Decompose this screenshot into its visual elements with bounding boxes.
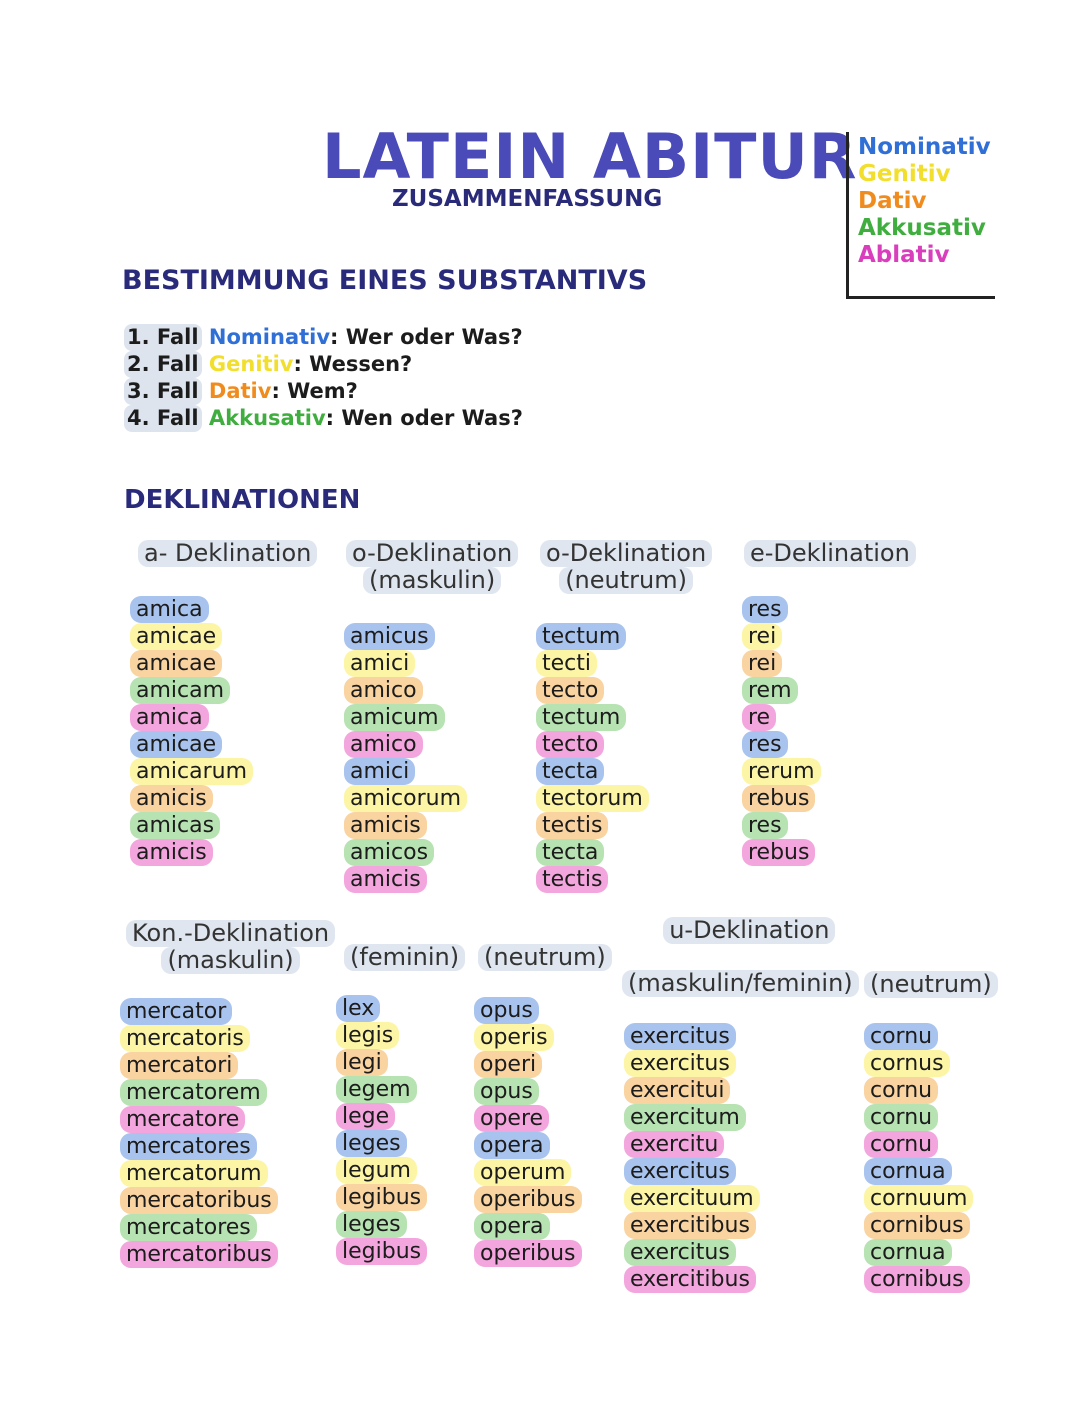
declension-form: amicis	[344, 866, 427, 893]
declension-forms-column	[336, 995, 427, 1265]
declension-form: amicos	[344, 839, 434, 866]
section-heading-deklinationen: DEKLINATIONEN	[124, 485, 361, 515]
case-number: 3. Fall	[124, 378, 202, 405]
declension-form: lex	[336, 995, 380, 1022]
declension-form: tectis	[536, 812, 608, 839]
declension-header-highlight: o-Deklination	[346, 540, 518, 567]
declension-form: operis	[474, 1024, 554, 1051]
legend-item-genitiv: Genitiv	[858, 161, 951, 187]
declension-form: amica	[130, 704, 209, 731]
declension-header-highlight: (maskulin)	[161, 947, 299, 974]
declension-header-line	[138, 540, 317, 567]
declension-form: amicis	[130, 785, 213, 812]
case-color-legend	[858, 134, 991, 269]
declension-form: amicum	[344, 704, 445, 731]
declension-form: exercitui	[624, 1077, 730, 1104]
declension-form: cornibus	[864, 1212, 970, 1239]
declension-header-highlight: a- Deklination	[138, 540, 317, 567]
declension-form: mercator	[120, 998, 232, 1025]
declension-form: cornibus	[864, 1266, 970, 1293]
declension-form: mercatores	[120, 1214, 257, 1241]
declension-form: rei	[742, 623, 782, 650]
declension-form: rei	[742, 650, 782, 677]
declension-form: amicis	[344, 812, 427, 839]
declension-header-line	[622, 970, 859, 997]
legend-item-ablativ: Ablativ	[858, 242, 950, 268]
declension-form: tecta	[536, 758, 604, 785]
declension-header-line	[126, 920, 335, 947]
declension-header-highlight: (feminin)	[344, 944, 465, 971]
case-question: : Wem?	[271, 379, 358, 403]
declension-header	[478, 944, 612, 971]
declension-form: rebus	[742, 839, 815, 866]
declension-form: exercitu	[624, 1131, 724, 1158]
declension-forms-column	[344, 623, 467, 893]
case-question: : Wer oder Was?	[330, 325, 523, 349]
declension-form: tecto	[536, 677, 604, 704]
declension-form: amicus	[344, 623, 435, 650]
case-row	[124, 405, 523, 432]
declension-form: exercitus	[624, 1050, 736, 1077]
declension-header-line	[540, 540, 712, 567]
declension-header-highlight: (maskulin)	[363, 567, 501, 594]
declension-form: operi	[474, 1051, 542, 1078]
declension-form: leges	[336, 1211, 407, 1238]
declension-header	[344, 944, 465, 971]
declension-form: operibus	[474, 1240, 582, 1267]
declension-form: mercatoribus	[120, 1187, 278, 1214]
declension-header-highlight: (neutrum)	[864, 971, 998, 998]
declension-form: cornu	[864, 1104, 938, 1131]
case-name: Nominativ	[208, 325, 331, 349]
declension-form: res	[742, 812, 788, 839]
declension-form: cornuum	[864, 1185, 973, 1212]
declension-form: opera	[474, 1132, 550, 1159]
declension-form: mercatorum	[120, 1160, 268, 1187]
declension-form: amicae	[130, 731, 222, 758]
declension-header-highlight: (maskulin/feminin)	[622, 970, 859, 997]
case-number: 2. Fall	[124, 351, 202, 378]
declension-forms-column	[864, 1023, 973, 1293]
case-number: 4. Fall	[124, 405, 202, 432]
declension-form: exercitibus	[624, 1212, 756, 1239]
declension-header	[864, 971, 998, 998]
declension-forms-column	[624, 1023, 760, 1293]
declension-header-highlight: (neutrum)	[559, 567, 693, 594]
declension-form: cornus	[864, 1050, 950, 1077]
declension-form: legem	[336, 1076, 417, 1103]
declension-header-highlight: u-Deklination	[663, 917, 835, 944]
section-heading-bestimmung: BESTIMMUNG EINES SUBSTANTIVS	[122, 265, 648, 296]
declension-form: amica	[130, 596, 209, 623]
legend-item-nominativ: Nominativ	[858, 134, 991, 160]
declension-form: tecti	[536, 650, 597, 677]
declension-form: exercitus	[624, 1023, 736, 1050]
declension-form: legibus	[336, 1184, 427, 1211]
case-name: Akkusativ	[208, 406, 326, 430]
declension-form: opus	[474, 1078, 539, 1105]
declension-form: amico	[344, 731, 423, 758]
declension-form: opus	[474, 997, 539, 1024]
legend-item-dativ: Dativ	[858, 188, 927, 214]
declension-form: exercituum	[624, 1185, 760, 1212]
declension-form: rerum	[742, 758, 821, 785]
declension-form: cornu	[864, 1131, 938, 1158]
case-list	[124, 324, 523, 432]
legend-item-akkusativ: Akkusativ	[858, 215, 986, 241]
case-row	[124, 378, 523, 405]
declension-form: tectum	[536, 704, 626, 731]
declension-header-highlight: Kon.-Deklination	[126, 920, 335, 947]
page-title: LATEIN ABITUR	[322, 120, 858, 193]
page-subtitle: ZUSAMMENFASSUNG	[392, 186, 663, 212]
case-row	[124, 351, 523, 378]
declension-form: exercitus	[624, 1158, 736, 1185]
declension-form: leges	[336, 1130, 407, 1157]
declension-form: legum	[336, 1157, 417, 1184]
declension-form: tecta	[536, 839, 604, 866]
declension-form: mercatore	[120, 1106, 245, 1133]
declension-form: cornua	[864, 1158, 952, 1185]
declension-form: res	[742, 731, 788, 758]
case-number: 1. Fall	[124, 324, 202, 351]
declension-form: tectum	[536, 623, 626, 650]
declension-header-line	[540, 567, 712, 594]
declension-form: cornu	[864, 1023, 938, 1050]
declension-form: lege	[336, 1103, 395, 1130]
declension-header	[540, 540, 712, 594]
declension-form: mercatores	[120, 1133, 257, 1160]
declension-form: opera	[474, 1213, 550, 1240]
declension-form: legi	[336, 1049, 388, 1076]
declension-form: rem	[742, 677, 798, 704]
declension-form: mercatorem	[120, 1079, 267, 1106]
declension-form: cornu	[864, 1077, 938, 1104]
case-row	[124, 324, 523, 351]
declension-header	[628, 916, 859, 997]
declension-forms-column	[742, 596, 821, 866]
declension-form: legibus	[336, 1238, 427, 1265]
declension-header	[126, 920, 335, 974]
declension-forms-column	[474, 997, 582, 1267]
declension-form: tecto	[536, 731, 604, 758]
case-name: Genitiv	[208, 352, 294, 376]
declension-form: amicorum	[344, 785, 467, 812]
declension-form: amicarum	[130, 758, 253, 785]
declension-header-line	[478, 944, 612, 971]
declension-form: exercitus	[624, 1239, 736, 1266]
declension-form: tectis	[536, 866, 608, 893]
declension-header	[138, 540, 317, 567]
declension-form: opere	[474, 1105, 549, 1132]
declension-form: exercitibus	[624, 1266, 756, 1293]
declension-form: res	[742, 596, 788, 623]
declension-header-line	[744, 540, 916, 567]
declension-form: amicis	[130, 839, 213, 866]
declension-form: tectorum	[536, 785, 649, 812]
declension-header-line	[344, 944, 465, 971]
declension-header-line	[864, 971, 998, 998]
declension-header-line	[346, 540, 518, 567]
declension-form: amicae	[130, 623, 222, 650]
declension-form: rebus	[742, 785, 815, 812]
case-question: : Wessen?	[293, 352, 413, 376]
declension-form: amicae	[130, 650, 222, 677]
case-name: Dativ	[208, 379, 272, 403]
declension-header	[744, 540, 916, 567]
declension-header-highlight: e-Deklination	[744, 540, 916, 567]
declension-form: exercitum	[624, 1104, 746, 1131]
declension-form: amici	[344, 650, 415, 677]
declension-header	[346, 540, 518, 594]
declension-form: amicam	[130, 677, 230, 704]
declension-form: cornua	[864, 1239, 952, 1266]
declension-forms-column	[130, 596, 253, 866]
declension-forms-column	[120, 998, 278, 1268]
declension-form: amico	[344, 677, 423, 704]
declension-form: mercatoribus	[120, 1241, 278, 1268]
declension-form: mercatori	[120, 1052, 238, 1079]
declension-form: amici	[344, 758, 415, 785]
declension-header-highlight: (neutrum)	[478, 944, 612, 971]
declension-form: amicas	[130, 812, 220, 839]
declension-header-line	[640, 917, 859, 944]
declension-forms-column	[536, 623, 649, 893]
declension-header-highlight: o-Deklination	[540, 540, 712, 567]
declension-header-line	[346, 567, 518, 594]
declension-form: mercatoris	[120, 1025, 250, 1052]
declension-form: operibus	[474, 1186, 582, 1213]
declension-form: re	[742, 704, 776, 731]
declension-form: operum	[474, 1159, 571, 1186]
declension-header-line	[126, 947, 335, 974]
declension-form: legis	[336, 1022, 399, 1049]
case-question: : Wen oder Was?	[325, 406, 523, 430]
